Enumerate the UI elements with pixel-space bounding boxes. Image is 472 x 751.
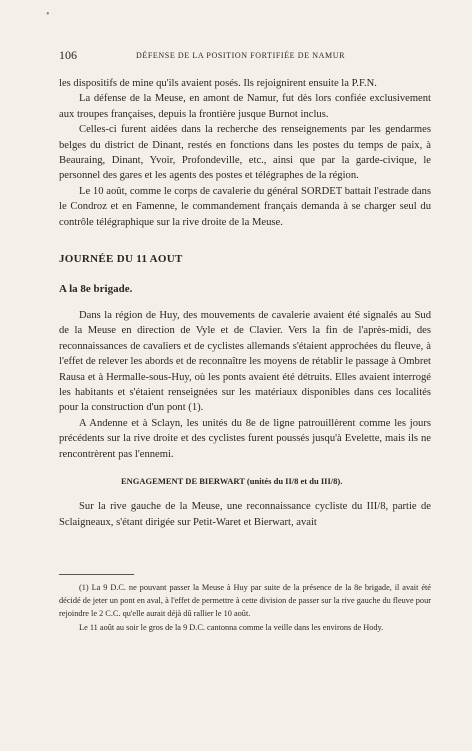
minor-heading: ENGAGEMENT DE BIERWART (unités du II/8 et du III/8). [121,475,343,486]
paragraph-6: A Andenne et à Sclayn, les unités du 8e de ligne patrouillèrent comme les jours précédents sur la rive droite et des cyclistes furent poussés jusqu'à Evelette, mais ils ne rencontrèrent pas l'ennemi. [59,417,431,460]
paragraph-2: La défense de la Meuse, en amont de Namur, fut dès lors confiée exclusivement aux troupes françaises, depuis la frontière jusque Burnot inclus. [59,93,431,120]
paragraph-7: Sur la rive gauche de la Meuse, une reconnaissance cycliste du III/8, partie de Sclaigneaux, s'étant dirigée sur Petit-Waret et Bierwart, avait [59,501,431,528]
section-heading: JOURNÉE DU 11 AOUT [59,253,183,266]
paragraph-5: Dans la région de Huy, des mouvements de cavalerie avaient été signalés au Sud de la Meuse en direction de Vyle et de Clavier. Vers la fin de l'après-midi, des reconnaissances de cavaliers et de cyclistes allemands s'étaient approchées du fleuve, à l'effet de relever les abords et de reconnaître les moyens de rétablir le passage à Ombret Rausa et à Hermalle-sous-Huy, où les ponts avaient été détruits. Elles avaient interrogé les habitants et s'étaient renseignées sur les matériaux disponibles dans ces localités pour la construction d'un pont (1). [59,309,431,414]
running-head: DÉFENSE DE LA POSITION FORTIFIÉE DE NAMUR [136,51,346,60]
footnote-2: Le 11 août au soir le gros de la 9 D.C. cantonna comme la veille dans les environs de Hody. [79,622,384,632]
paragraph-3: Celles-ci furent aidées dans la recherche des renseignements par les gendarmes belges du district de Dinant, restés en fonctions dans les postes du temps de paix, à Beauraing, Dinant, Yvoir, Profondeville, etc., ainsi que par la garde-civique, le personnel des gares et les agents des postes et télégraphes de la région. [59,124,431,182]
page-number: 106 [59,48,77,62]
footnotes [59,581,431,634]
paragraph-4: Le 10 août, comme le corps de cavalerie du général SORDET battait l'estrade dans le Condroz et en Famenne, le commandement français demanda à se charger seul du contrôle télégraphique sur la rive droite de la Meuse. [59,185,431,228]
footnote-divider [59,574,134,575]
body-text [59,76,431,530]
corner-mark: • [46,9,50,20]
paragraph-1: les dispositifs de mine qu'ils avaient posés. Ils rejoignirent ensuite la P.F.N. [59,78,377,89]
footnote-1: (1) La 9 D.C. ne pouvant passer la Meuse à Huy par suite de la présence de la 8e brigade, il avait été décidé de jeter un pont en aval, à l'effet de permettre à cette division de passer sur la rive gauche du fleuve pour rejoindre le 2 C.C. qu'elle aurait déjà dû rallier le 10 août. [59,583,431,619]
subsection-heading: A la 8e brigade. [59,283,133,296]
